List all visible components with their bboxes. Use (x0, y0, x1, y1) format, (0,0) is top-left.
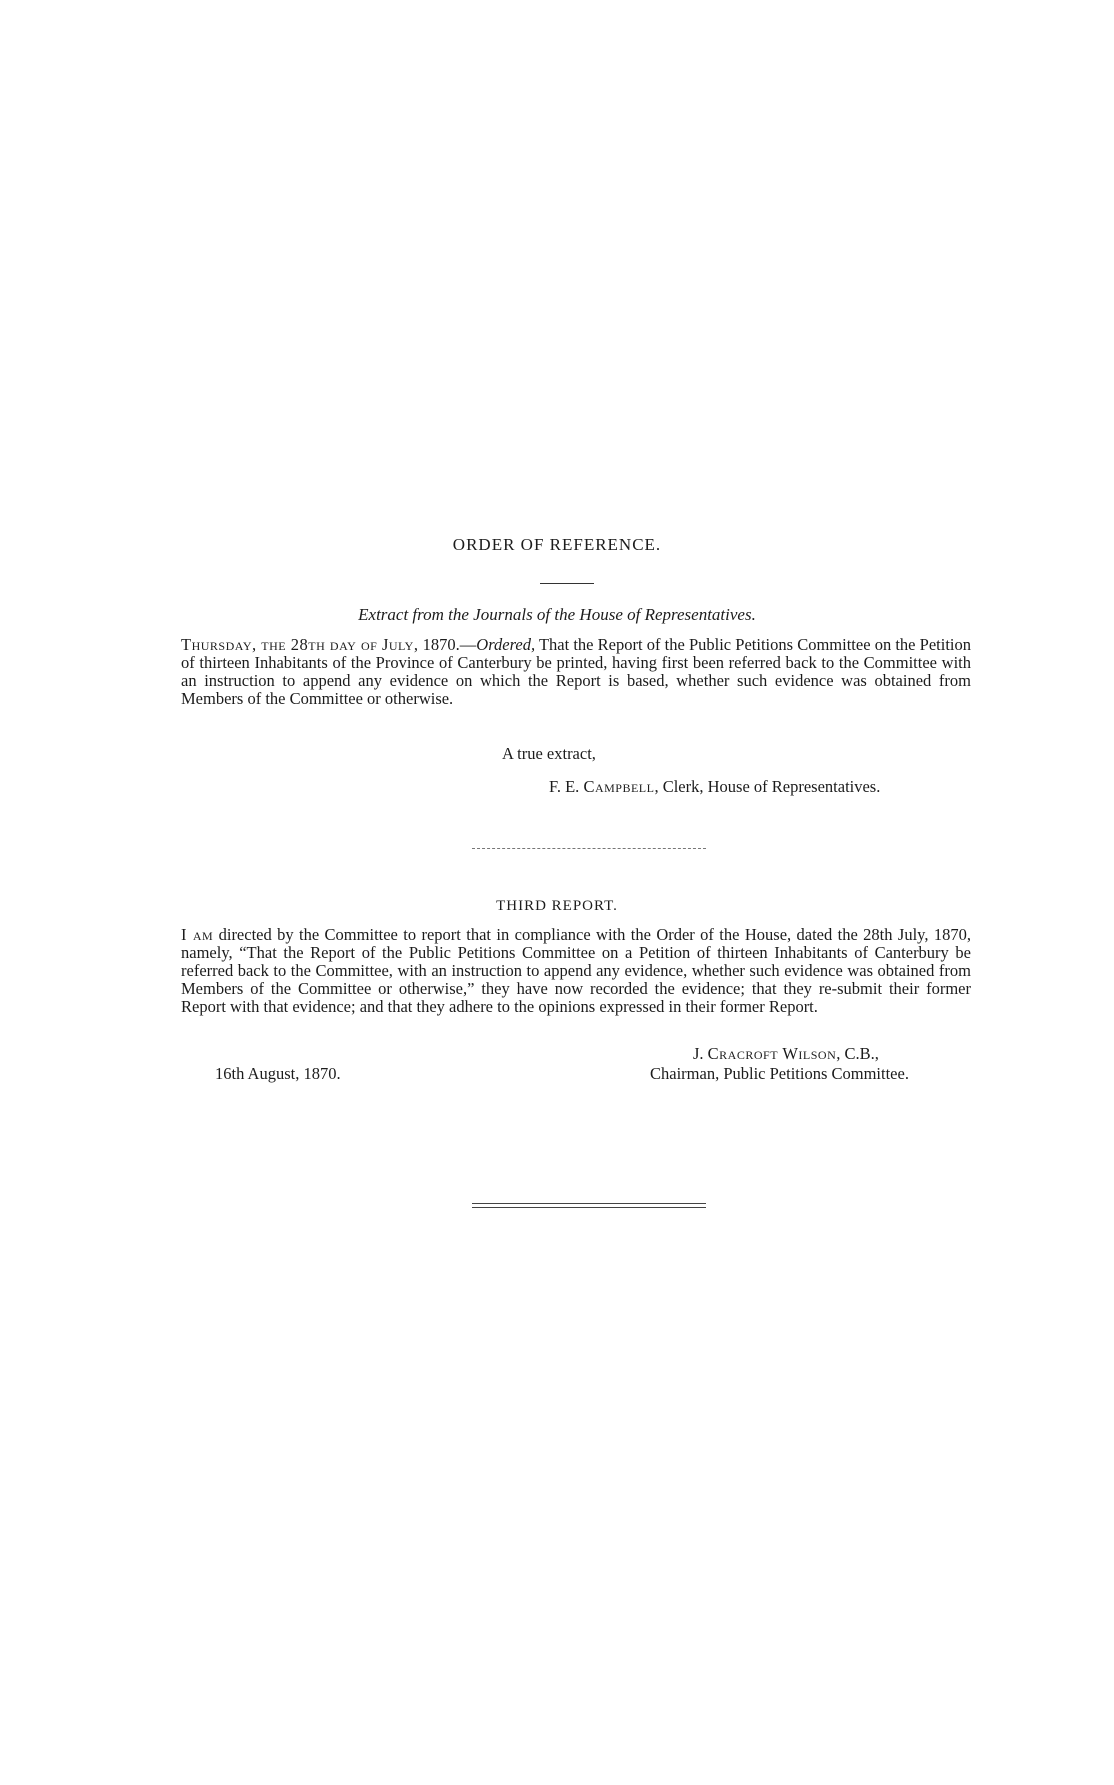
clerk-title: , Clerk, House of Representatives. (654, 777, 881, 796)
report-lead: I am (181, 925, 214, 944)
chairman-title: Chairman, Public Petitions Committee. (650, 1064, 909, 1083)
clerk-initials: F. E. (549, 777, 584, 796)
chairman-signature-line (693, 1044, 879, 1064)
chairman-name: Cracroft Wilson (707, 1044, 837, 1063)
order-paragraph (181, 636, 971, 708)
ordered-word: Ordered, (476, 635, 536, 654)
title-rule (540, 583, 594, 584)
order-year: 1870.— (418, 635, 477, 654)
chairman-suffix: , C.B., (836, 1044, 879, 1063)
report-body-text: directed by the Committee to report that in compliance with the Order of the House, dated the 28th July, 1870, namely, “That the Report of the Public Petitions Committee on a Petition of thirteen Inhabitants of Canterbury be referred back to the Committee, with an instruction to append any evidence, whether such evidence was obtained from Members of the Committee or otherwise,” they have now recorded the evidence; that they re-submit their former Report with that evidence; and that they adhere to the opinions expressed in their former Report. (181, 925, 971, 1016)
third-report-title: THIRD REPORT. (496, 898, 618, 914)
true-extract-line: A true extract, (502, 744, 596, 763)
section-divider (472, 848, 706, 849)
chairman-initial: J. (693, 1044, 708, 1063)
journals-extract-subtitle: Extract from the Journals of the House of Representatives. (358, 605, 756, 624)
clerk-signature-line (549, 777, 880, 797)
third-report-paragraph (181, 926, 971, 1016)
order-date-lead: Thursday, the 28th day of July, (181, 635, 419, 654)
end-double-rule (472, 1203, 706, 1208)
order-of-reference-title: ORDER OF REFERENCE. (452, 535, 662, 554)
clerk-name: Campbell (583, 777, 655, 796)
order-body-text: That the Report of the Public Petitions Committee on the Petition of thirteen Inhabitants of the Province of Canterbury be printed, having first been referred back to the Committee with an instruction to append any evidence on which the Report is based, whether such evidence was obtained from Members of the Committee or otherwise. (181, 635, 972, 708)
report-date: 16th August, 1870. (215, 1064, 341, 1083)
